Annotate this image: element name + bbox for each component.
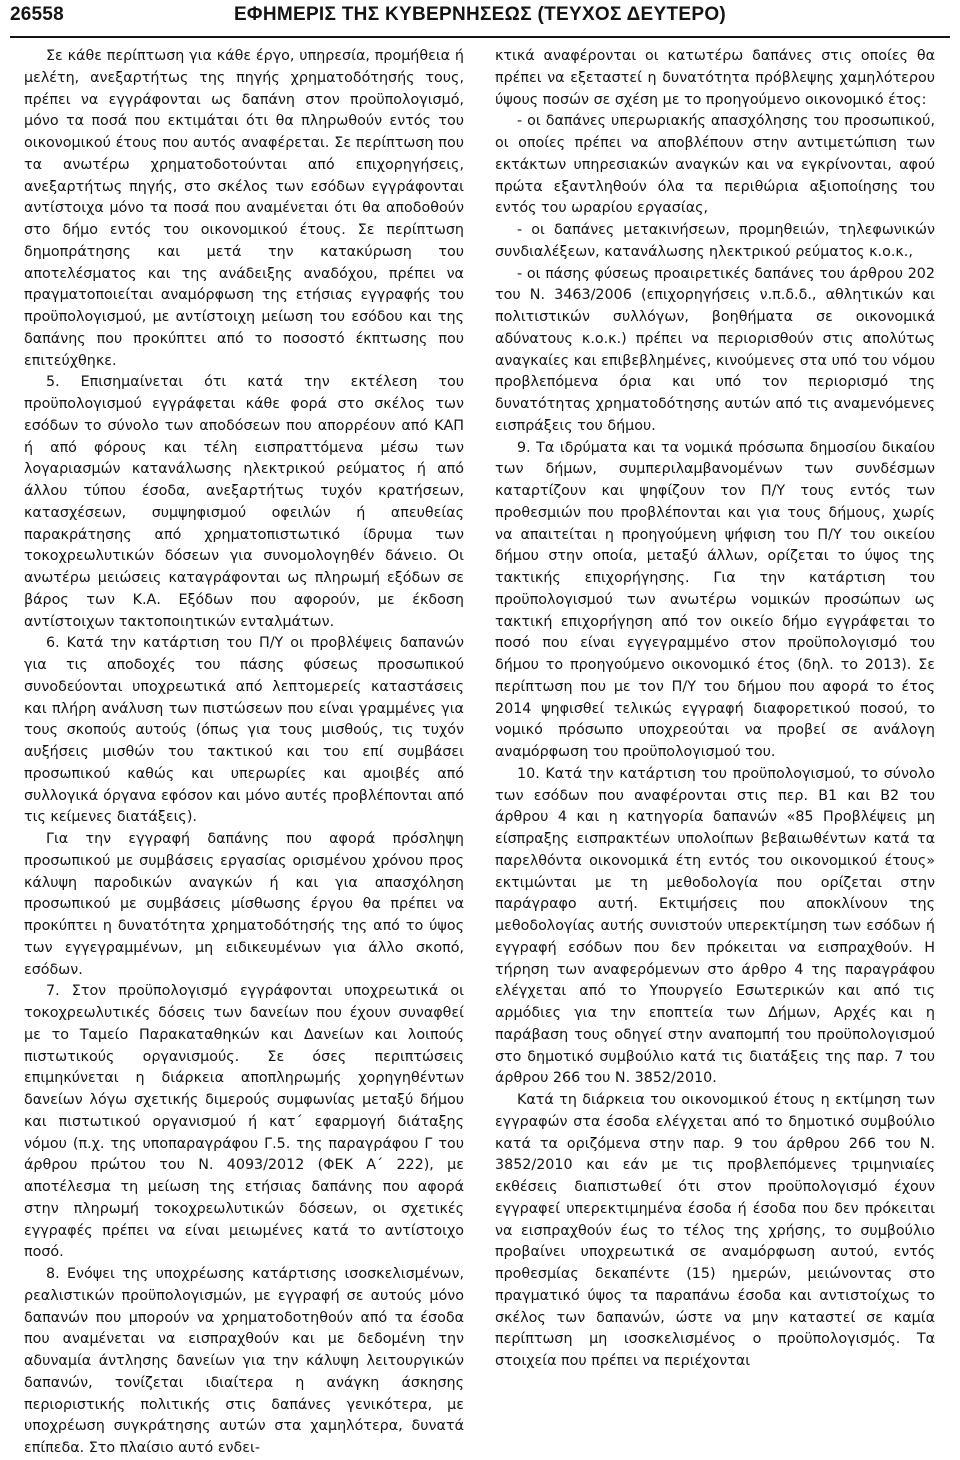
paragraph: 6. Κατά την κατάρτιση του Π/Υ οι προβλέψεις δαπανών για τις αποδοχές του πάσης φύσεως προσωπικού συνοδεύονται υποχρεωτικά από λεπτομερείς καταστάσεις και πλήρη ανάλυση των πιστώσεων που είναι γραμμένες για τους σκοπούς αυτούς (όπως για τους μισθούς, τις τυχόν αυξήσεις μισθών του τακτικού και του επί συμβάσει προσωπικού καθώς και υπερωρίες και αμοιβές από συλλογικά όργανα εφόσον και μόνο αυτές προβλέπονται από τις κείμενες διατάξεις).	[24, 635, 464, 826]
right-column	[495, 46, 935, 1418]
paragraph: 5. Επισημαίνεται ότι κατά την εκτέλεση του προϋπολογισμού εγγράφεται κάθε φορά στο σκέλος των εσόδων το σύνολο των αποδόσεων που απορρέουν από ΚΑΠ ή από φόρους και τέλη εισπραττόμενα μέσω των λογαριασμών κατανάλωσης ηλεκτρικού ρεύματος ή από άλλου τύπου έσοδα, ανεξαρτήτως τυχόν κρατήσεων, κατασχέσεων, συμψηφισμού οφειλών ή απευθείας παρακράτησης από χρηματοπιστωτικό ίδρυμα των τοκοχρεωλυτικών δόσεων για συνομολογηθέν δάνειο. Οι ανωτέρω μειώσεις καταγράφονται ως πληρωμή εξόδων σε βάρος των Κ.Α. Εξόδων που αφορούν, με έκδοση αντίστοιχων τακτοποιητικών ενταλμάτων.	[24, 374, 464, 630]
paragraph: 9. Τα ιδρύματα και τα νομικά πρόσωπα δημοσίου δικαίου των δήμων, συμπεριλαμβανομένων των συνδέσμων καταρτίζουν και ψηφίζουν τον Π/Υ τους εντός των προθεσμιών που προβλέπονται και για τους δήμους, χωρίς να απαιτείται η προηγούμενη ψήφιση του Π/Υ του οικείου δήμου στην οποία, μεταξύ άλλων, ορίζεται το ύψος της τακτικής επιχορήγησης. Για την κατάρτιση του προϋπολογισμού των ανωτέρω νομικών προσώπων ως τακτική επιχορήγηση από τον οικείο δήμο εγγράφεται το ποσό που είναι εγγεγραμμένο στον προϋπολογισμό του δήμου το προηγούμενο οικονομικό έτος (δηλ. το 2013). Σε περίπτωση που με τον Π/Υ του δήμου που αφορά το έτος 2014 ψηφισθεί τελικώς εγγραφή διαφορετικού ποσού, το νομικό πρόσωπο υποχρεούται να προβεί σε ανάλογη αναμόρφωση του προϋπολογισμού του.	[495, 439, 935, 760]
list-item: - οι δαπάνες μετακινήσεων, προμηθειών, τηλεφωνικών συνδιαλέξεων, κατανάλωσης ηλεκτρικού ρεύματος κ.ο.κ.,	[495, 222, 935, 260]
paragraph: κτικά αναφέρονται οι κατωτέρω δαπάνες στις οποίες θα πρέπει να εξεταστεί η δυνατότητα πρόβλεψης χαμηλότερου ύψους ποσών σε σχέση με το προηγούμενο οικονομικό έτος:	[495, 48, 935, 108]
paragraph: Κατά τη διάρκεια του οικονομικού έτους η εκτίμηση των εγγραφών στα έσοδα ελέγχεται από το δημοτικό συμβούλιο κατά τα οριζόμενα στην παρ. 9 του άρθρου 266 του Ν. 3852/2010 και εάν με τις προβλεπόμενες τριμηνιαίες εκθέσεις διαπιστωθεί ότι στον προϋπολογισμό έχουν εγγραφεί υπερεκτιμημένα έσοδα ή έσοδα που δεν πρόκειται να εισπραχθούν έως το τέλος της χρήσης, το συμβούλιο προβαίνει υποχρεωτικά σε αναμόρφωση αυτού, εντός προθεσμίας δεκαπέντε (15) ημερών, μειώνοντας στο πραγματικό ύψος τα παραπάνω έσοδα και αντιστοίχως το σκέλος των δαπανών, ώστε να μην καταστεί σε καμία περίπτωση μη ισοσκελισμένος ο προϋπολογισμός. Τα στοιχεία που πρέπει να περιέχονται	[495, 1092, 935, 1369]
paragraph: 8. Ενόψει της υποχρέωσης κατάρτισης ισοσκελισμένων, ρεαλιστικών προϋπολογισμών, με εγγραφή σε αυτούς μόνο δαπανών που μπορούν να χρηματοδοτηθούν από τα έσοδα που αναμένεται να εισπραχθούν και με δεδομένη την αδυναμία άντλησης δανείων για την κάλυψη λειτουργικών δαπανών, τονίζεται ιδιαίτερα η ανάγκη άσκησης περιοριστικής πολιτικής στις δαπάνες γενικότερα, με υποχρέωση συγκράτησης αυτών στα χαμηλότερα, δυνατά επίπεδα. Στο πλαίσιο αυτό ενδει-	[24, 1266, 464, 1456]
list-item: - οι πάσης φύσεως προαιρετικές δαπάνες του άρθρου 202 του Ν. 3463/2006 (επιχορηγήσεις ν.π.δ.δ., αθλητικών και πολιτιστικών συλλόγων, βοηθήματα σε οικονομικά αδύνατους κ.ο.κ.) πρέπει να περιορισθούν στις απολύτως αναγκαίες και επιβεβλημένες, κινούμενες στα υπό του νόμου προβλεπόμενα όρια και υπό τον περιορισμό της δυνατότητας χρηματοδότησης αυτών από τις αναμενόμενες εισπράξεις του δήμου.	[495, 265, 935, 434]
left-column	[24, 46, 464, 1456]
page-number: 26558	[10, 4, 64, 25]
paragraph: 10. Κατά την κατάρτιση του προϋπολογισμού, το σύνολο των εσόδων που αναφέρονται στις περ. Β1 και Β2 του άρθρου 4 και η κατηγορία δαπανών «85 Προβλέψεις μη είσπραξης εισπρακτέων υπολοίπων βεβαιωθέντων κατά τα παρελθόντα οικονομικά έτη εντός του οικονομικού έτους» εκτιμώνται με τη μεθοδολογία που ορίζεται στην παράγραφο αυτή. Εκτιμήσεις που αποκλίνουν της μεθοδολογίας αυτής συνιστούν υπερεκτίμηση των εσόδων ή εγγραφή εσόδων που δεν πρόκειται να εισπραχθούν. Η τήρηση των αναφερόμενων στο άρθρο 4 της παραγράφου ελέγχεται από το Υπουργείο Εσωτερικών και από τις αρμόδιες για την εποπτεία των Δήμων, Αρχές και η παράβαση τους οδηγεί στην αναπομπή του προϋπολογισμού στο δημοτικό συμβούλιο κατά τις διατάξεις της παρ. 7 του άρθρου 266 του Ν. 3852/2010.	[495, 765, 935, 1087]
gazette-title: ΕΦΗΜΕΡΙΣ ΤΗΣ ΚΥΒΕΡΝΗΣΕΩΣ (ΤΕΥΧΟΣ ΔΕΥΤΕΡΟ)	[233, 4, 727, 25]
list-item: - οι δαπάνες υπερωριακής απασχόλησης του προσωπικού, οι οποίες πρέπει να αποβλέπουν στην αντιμετώπιση των εκτάκτων υπηρεσιακών αναγκών και να εγκρίνονται, αφού πρώτα εξαντληθούν όλα τα περιθώρια αξιοποίησης του εντός του ωραρίου εργασίας,	[495, 113, 935, 217]
page-header	[10, 2, 950, 38]
paragraph: Για την εγγραφή δαπάνης που αφορά πρόσληψη προσωπικού με συμβάσεις εργασίας ορισμένου χρόνου προς κάλυψη παροδικών αναγκών ή και για απασχόληση προσωπικού με συμβάσεις μίσθωσης έργου θα πρέπει να προκύπτει η δυνατότητα χρηματοδότησής της από το ύψος των εγγεγραμμένων, μη ειδικευμένων για άλλο σκοπό, εσόδων.	[24, 831, 464, 978]
paragraph: 7. Στον προϋπολογισμό εγγράφονται υποχρεωτικά οι τοκοχρεωλυτικές δόσεις των δανείων που έχουν συναφθεί με το Ταμείο Παρακαταθηκών και Δανείων και λοιπούς πιστωτικούς οργανισμούς. Σε όσες περιπτώσεις επιμηκύνεται η διάρκεια αποπληρωμής χορηγηθέντων δανείων λόγω σχετικής διμερούς συμφωνίας μεταξύ δήμου και πιστωτικού οργανισμού ή κατ΄ εφαρμογή διάταξης νόμου (π.χ. της υποπαραγράφου Γ.5. της παραγράφου Γ του άρθρου πρώτου του Ν. 4093/2012 (ΦΕΚ Α΄ 222), με αποτέλεσμα τη μείωση της ετήσιας δαπάνης που αφορά στην πληρωμή τοκοχρεωλυτικών δόσεων, οι σχετικές εγγραφές πρέπει να είναι μειωμένες κατά το αντίστοιχο ποσό.	[24, 983, 464, 1261]
paragraph: Σε κάθε περίπτωση για κάθε έργο, υπηρεσία, προμήθεια ή μελέτη, ανεξαρτήτως της πηγής χρηματοδότησής τους, πρέπει να εγγράφονται ως δαπάνη στον προϋπολογισμό, μόνο τα ποσά που εκτιμάται ότι θα πληρωθούν εντός του οικονομικού έτους που αυτός αναφέρεται. Σε περίπτωση που τα ανωτέρω χρηματοδοτούνται από επιχορηγήσεις, ανεξαρτήτως πηγής, στο σκέλος των εσόδων εγγράφονται αντίστοιχα μόνο τα ποσά που αναμένεται ότι θα αποδοθούν στο δήμο εντός του οικονομικού έτους. Σε περίπτωση δημοπράτησης και μετά την κατακύρωση του αποτελέσματος και της ανάδειξης αναδόχου, πρέπει να πραγματοποιείται αναμόρφωση της ετήσιας εγγραφής του προϋπολογισμού, με αντίστοιχη μείωση του εσόδου και της δαπάνης που προκύπτει από το ποσοστό έκπτωσης που επιτεύχθηκε.	[24, 48, 464, 369]
